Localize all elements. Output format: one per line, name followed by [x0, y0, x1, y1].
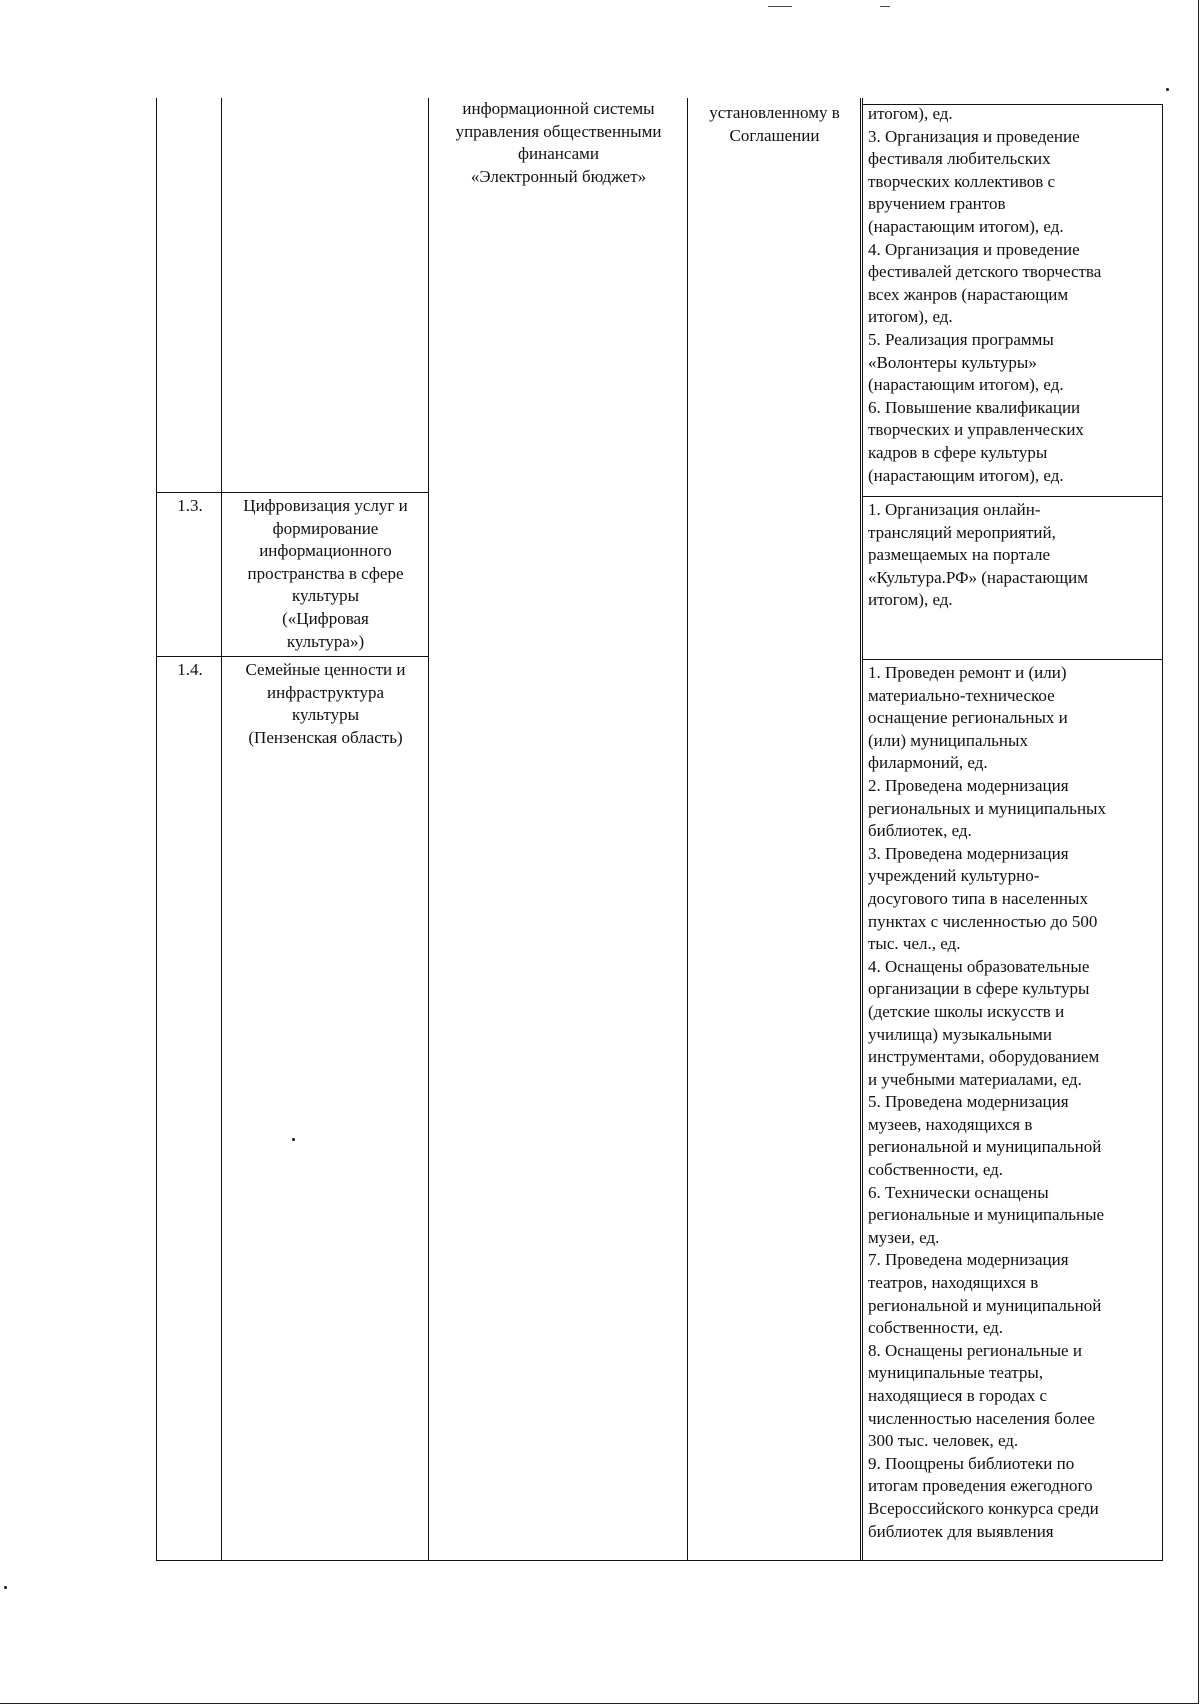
project-name: Цифровизация услуг и формирование информационного пространства в сфере культуры («Цифровая культура»)	[243, 496, 408, 651]
row-divider	[157, 492, 428, 493]
results: 1. Организация онлайн- трансляций мероприятий, размещаемых на портале «Культура.РФ» (нарастающим итогом), ед.	[868, 500, 1088, 610]
column-divider	[428, 98, 429, 1560]
column-divider	[687, 98, 688, 1560]
column-divider	[221, 98, 222, 1560]
scan-mark	[880, 6, 890, 7]
row-divider	[862, 659, 1162, 660]
row-number: 1.4.	[177, 660, 203, 679]
row-number: 1.3.	[177, 496, 203, 515]
project-name: Семейные ценности и инфраструктура культуры (Пензенская область)	[245, 660, 406, 747]
results: 1. Проведен ремонт и (или) материально-техническое оснащение региональных и (или) муниципальных филармоний, ед. 2. Проведена модернизация региональных и муниципальных библиотек, ед. 3. Проведена модернизация учреждений культурно- досугового типа в населенных пунктах с численностью до 500 тыс. чел., ед. 4. Оснащены образовательные организации в сфере культуры (детские школы искусств и училища) музыкальными инструментами, оборудованием и учебными материалами, ед. 5. Проведена модернизация музеев, находящихся в региональной и муниципальной собственности, ед. 6. Технически оснащены региональные и муниципальные музеи, ед. 7. Проведена модернизация театров, находящихся в региональной и муниципальной собственности, ед. 8. Оснащены региональные и муниципальные театры, находящиеся в городах с численностью населения более 300 тыс. человек, ед. 9. Поощрены библиотеки по итогам проведения ежегодного Всероссийского конкурса среди библиотек для выявления	[868, 663, 1106, 1541]
information-system: информационной системы управления общественными финансами «Электронный бюджет»	[455, 99, 662, 186]
scan-mark	[292, 1138, 295, 1141]
column-divider	[1162, 104, 1163, 1560]
column-divider	[862, 98, 863, 1560]
document-table	[156, 98, 1163, 1561]
row-divider	[157, 656, 428, 657]
scan-mark	[1166, 88, 1169, 91]
scan-mark	[768, 6, 792, 7]
row-divider	[862, 496, 1162, 497]
scan-mark	[4, 1586, 7, 1589]
deadline: установленному в Соглашении	[709, 103, 840, 145]
results: итогом), ед. 3. Организация и проведение фестиваля любительских творческих коллективов с вручением грантов (нарастающим итогом), ед. 4. Организация и проведение фестивалей детского творчества всех жанров (нарастающим итогом), ед. 5. Реализация программы «Волонтеры культуры» (нарастающим итогом), ед. 6. Повышение квалификации творческих и управленческих кадров в сфере культуры (нарастающим итогом), ед.	[868, 104, 1102, 485]
column-divider	[860, 98, 861, 1560]
